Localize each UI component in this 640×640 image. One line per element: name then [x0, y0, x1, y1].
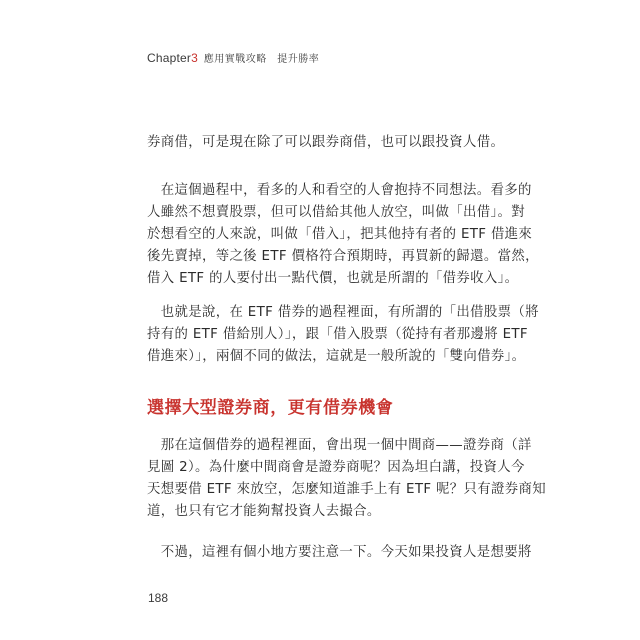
body-text-line: 人雖然不想賣股票，但可以借給其他人放空，叫做「出借」。對 — [147, 205, 526, 220]
body-text-line: 借進來）」，兩個不同的做法，這就是一般所說的「雙向借券」。 — [147, 349, 526, 364]
body-text-line: 後先賣掉，等之後 ETF 價格符合預期時，再買新的歸還。當然， — [147, 249, 539, 264]
body-text-line: 持有的 ETF 借給別人）」，跟「借入股票（從持有者那邊將 ETF — [147, 327, 528, 342]
body-text-line: 那在這個借券的過程裡面，會出現一個中間商——證券商（詳 — [147, 438, 532, 453]
page-number: 188 — [148, 591, 169, 605]
chapter-number: 3 — [191, 51, 198, 65]
body-text-line: 不過，這裡有個小地方要注意一下。今天如果投資人是想要將 — [147, 545, 532, 560]
body-text-line: 券商借，可是現在除了可以跟券商借，也可以跟投資人借。 — [147, 135, 505, 150]
body-text-line: 於想看空的人來說，叫做「借入」，把其他持有者的 ETF 借進來 — [147, 227, 533, 242]
body-text-line: 道，也只有它才能夠幫投資人去撮合。 — [147, 504, 381, 519]
chapter-label: Chapter — [147, 51, 192, 65]
body-text-line: 借入 ETF 的人要付出一點代價，也就是所謂的「借券收入」。 — [147, 271, 519, 286]
running-header — [147, 50, 319, 65]
section-heading: 選擇大型證券商，更有借券機會 — [147, 398, 394, 418]
body-text-line: 也就是說，在 ETF 借券的過程裡面，有所謂的「出借股票（將 — [147, 305, 539, 320]
body-text-line: 在這個過程中，看多的人和看空的人會抱持不同想法。看多的 — [147, 183, 532, 198]
chapter-title: 應用實戰攻略 提升勝率 — [203, 54, 320, 65]
body-text-line: 天想要借 ETF 來放空，怎麼知道誰手上有 ETF 呢？只有證券商知 — [147, 482, 546, 497]
body-text-line: 見圖 2）。為什麼中間商會是證券商呢？因為坦白講，投資人今 — [147, 460, 525, 475]
